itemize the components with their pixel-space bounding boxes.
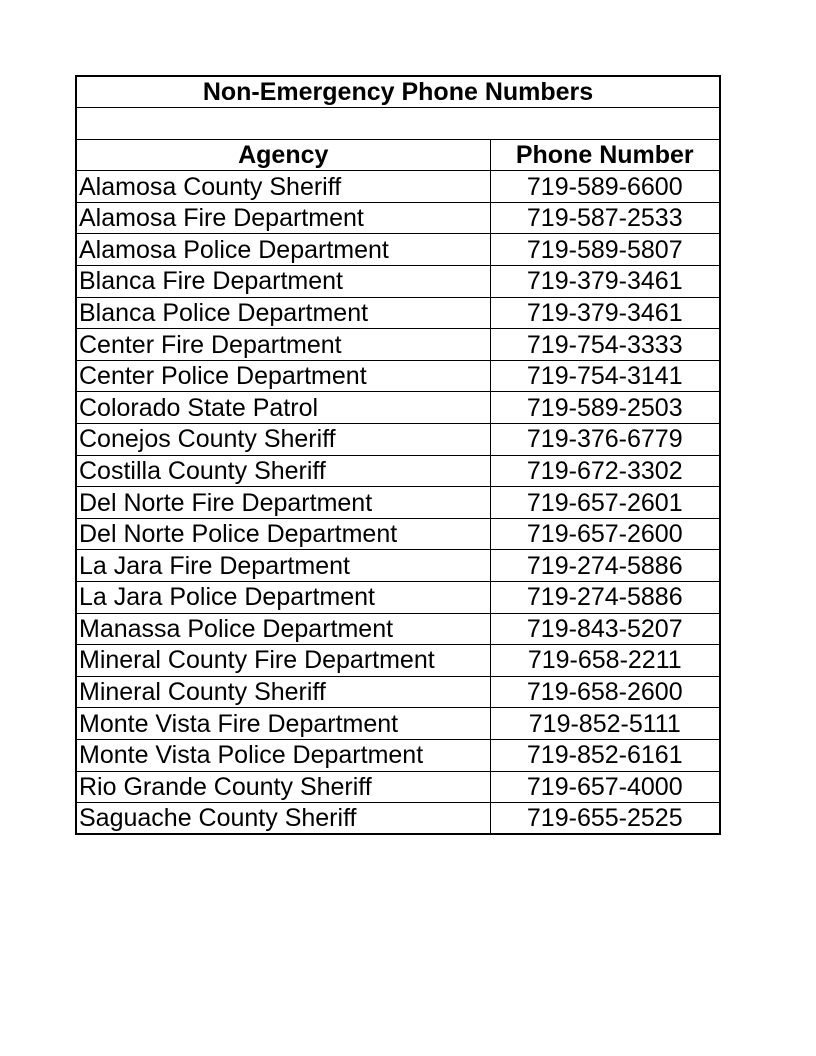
agency-cell: Alamosa Fire Department [76,202,490,234]
phone-cell: 719-657-2601 [490,487,720,519]
table-row [76,645,720,677]
phone-cell: 719-658-2211 [490,645,720,677]
phone-cell: 719-379-3461 [490,297,720,329]
table-row [76,708,720,740]
phone-cell: 719-852-6161 [490,739,720,771]
phone-cell: 719-589-5807 [490,234,720,266]
table-row [76,424,720,456]
blank-cell [76,108,720,140]
agency-cell: Del Norte Police Department [76,518,490,550]
phone-cell: 719-274-5886 [490,582,720,614]
table-title: Non-Emergency Phone Numbers [76,76,720,108]
table-row [76,329,720,361]
table-row [76,455,720,487]
phone-cell: 719-589-6600 [490,171,720,203]
agency-cell: Center Police Department [76,360,490,392]
table-row [76,202,720,234]
phone-cell: 719-376-6779 [490,424,720,456]
phone-cell: 719-274-5886 [490,550,720,582]
agency-cell: Colorado State Patrol [76,392,490,424]
agency-cell: Monte Vista Fire Department [76,708,490,740]
phone-number-table [75,75,721,835]
header-row [76,139,720,171]
table-row [76,582,720,614]
phone-cell: 719-379-3461 [490,266,720,298]
agency-cell: La Jara Police Department [76,582,490,614]
agency-cell: Saguache County Sheriff [76,803,490,835]
agency-cell: Costilla County Sheriff [76,455,490,487]
table-row [76,297,720,329]
table-row [76,550,720,582]
phone-cell: 719-852-5111 [490,708,720,740]
table-row [76,803,720,835]
phone-cell: 719-589-2503 [490,392,720,424]
agency-cell: Manassa Police Department [76,613,490,645]
table-row [76,234,720,266]
agency-cell: Monte Vista Police Department [76,739,490,771]
table-row [76,613,720,645]
table-row [76,392,720,424]
agency-cell: Conejos County Sheriff [76,424,490,456]
table-row [76,360,720,392]
agency-cell: Rio Grande County Sheriff [76,771,490,803]
table-row [76,771,720,803]
table-row [76,487,720,519]
agency-cell: Del Norte Fire Department [76,487,490,519]
agency-cell: Mineral County Sheriff [76,676,490,708]
table-row [76,266,720,298]
blank-row [76,108,720,140]
phone-cell: 719-754-3333 [490,329,720,361]
title-row [76,76,720,108]
phone-cell: 719-587-2533 [490,202,720,234]
agency-cell: Alamosa County Sheriff [76,171,490,203]
agency-cell: Blanca Police Department [76,297,490,329]
phone-cell: 719-672-3302 [490,455,720,487]
agency-cell: Mineral County Fire Department [76,645,490,677]
phone-cell: 719-843-5207 [490,613,720,645]
agency-cell: Blanca Fire Department [76,266,490,298]
table-row [76,171,720,203]
phone-cell: 719-754-3141 [490,360,720,392]
phone-column-header: Phone Number [490,139,720,171]
agency-cell: Center Fire Department [76,329,490,361]
table-row [76,676,720,708]
agency-column-header: Agency [76,139,490,171]
table-row [76,518,720,550]
table-row [76,739,720,771]
phone-cell: 719-657-4000 [490,771,720,803]
phone-cell: 719-658-2600 [490,676,720,708]
agency-cell: Alamosa Police Department [76,234,490,266]
phone-cell: 719-655-2525 [490,803,720,835]
phone-cell: 719-657-2600 [490,518,720,550]
agency-cell: La Jara Fire Department [76,550,490,582]
